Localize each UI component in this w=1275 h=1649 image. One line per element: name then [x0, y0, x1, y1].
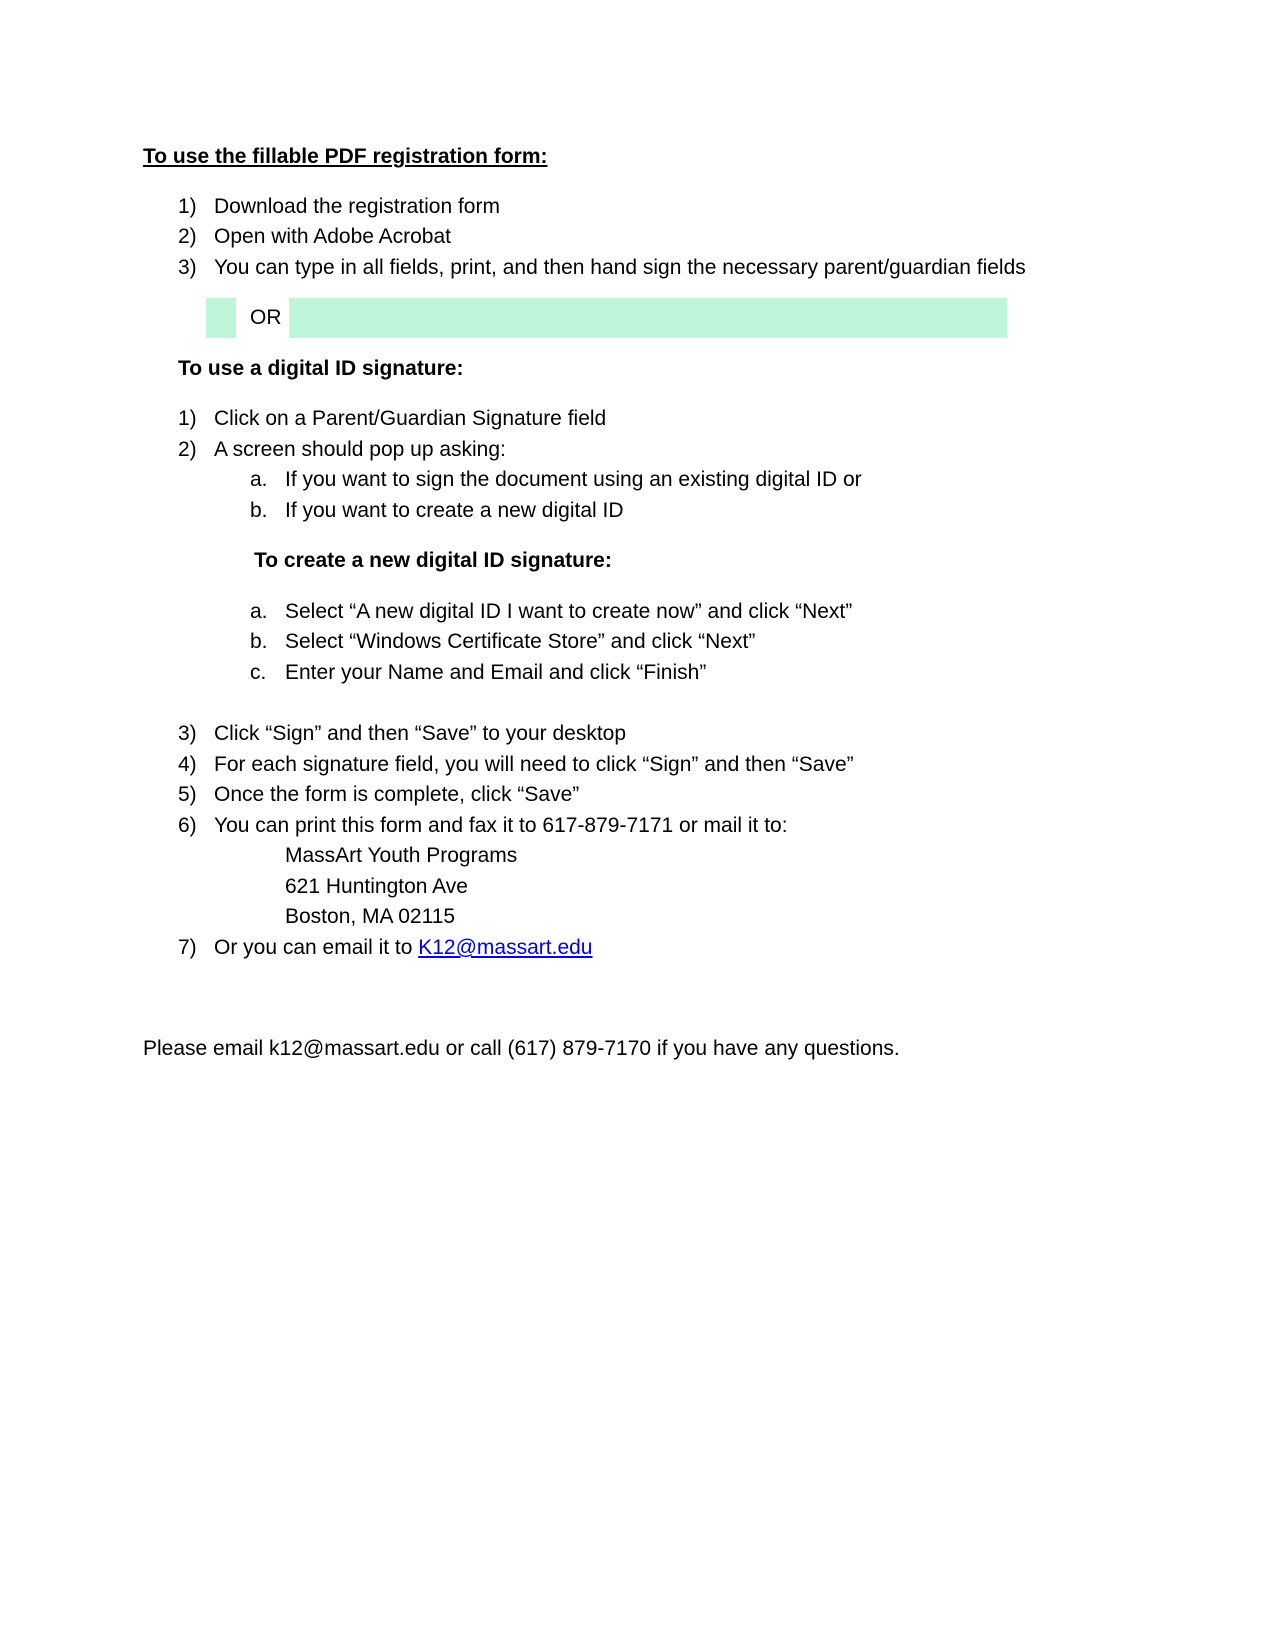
list-text: Click “Sign” and then “Save” to your desktop — [214, 722, 627, 745]
list-text: If you want to sign the document using an existing digital ID or — [285, 468, 862, 491]
address-line: MassArt Youth Programs — [285, 844, 518, 867]
highlight-box-left — [206, 298, 236, 338]
list-letter: a. — [250, 600, 268, 623]
list-number: 3) — [178, 256, 197, 279]
list-letter: c. — [250, 661, 267, 684]
list-number: 3) — [178, 722, 197, 745]
list-number: 1) — [178, 407, 197, 430]
list-number: 6) — [178, 814, 197, 837]
email-step-text: Or you can email it to — [214, 936, 419, 959]
list-text: Once the form is complete, click “Save” — [214, 783, 580, 806]
list-number: 4) — [178, 753, 197, 776]
list-text: Click on a Parent/Guardian Signature field — [214, 407, 607, 430]
footer-contact-note: Please email k12@massart.edu or call (617) 879-7170 if you have any questions. — [143, 1037, 900, 1060]
list-text: For each signature field, you will need to click “Sign” and then “Save” — [214, 753, 854, 776]
highlight-box-right — [289, 298, 1007, 338]
list-letter: a. — [250, 468, 268, 491]
or-separator: OR — [250, 306, 282, 329]
list-number: 7) — [178, 936, 197, 959]
list-number: 1) — [178, 195, 197, 218]
list-text — [214, 934, 592, 962]
list-number: 5) — [178, 783, 197, 806]
heading-digital-id: To use a digital ID signature: — [178, 357, 464, 380]
heading-create-digital-id: To create a new digital ID signature: — [254, 549, 612, 572]
heading-fillable-pdf: To use the fillable PDF registration form: — [143, 145, 548, 168]
list-text: Open with Adobe Acrobat — [214, 225, 451, 248]
list-text: Select “A new digital ID I want to create now” and click “Next” — [285, 600, 853, 623]
list-number: 2) — [178, 225, 197, 248]
list-text: Download the registration form — [214, 195, 500, 218]
list-text: A screen should pop up asking: — [214, 438, 506, 461]
list-letter: b. — [250, 499, 268, 522]
list-letter: b. — [250, 630, 268, 653]
address-line: Boston, MA 02115 — [285, 905, 456, 928]
email-link[interactable]: K12@massart.edu — [418, 936, 593, 959]
address-line: 621 Huntington Ave — [285, 875, 468, 898]
list-text: If you want to create a new digital ID — [285, 499, 624, 522]
list-text: Select “Windows Certificate Store” and click “Next” — [285, 630, 756, 653]
list-text: You can type in all fields, print, and then hand sign the necessary parent/guardian fields — [214, 256, 1026, 279]
list-number: 2) — [178, 438, 197, 461]
list-text: You can print this form and fax it to 617-879-7171 or mail it to: — [214, 814, 788, 837]
list-text: Enter your Name and Email and click “Finish” — [285, 661, 707, 684]
